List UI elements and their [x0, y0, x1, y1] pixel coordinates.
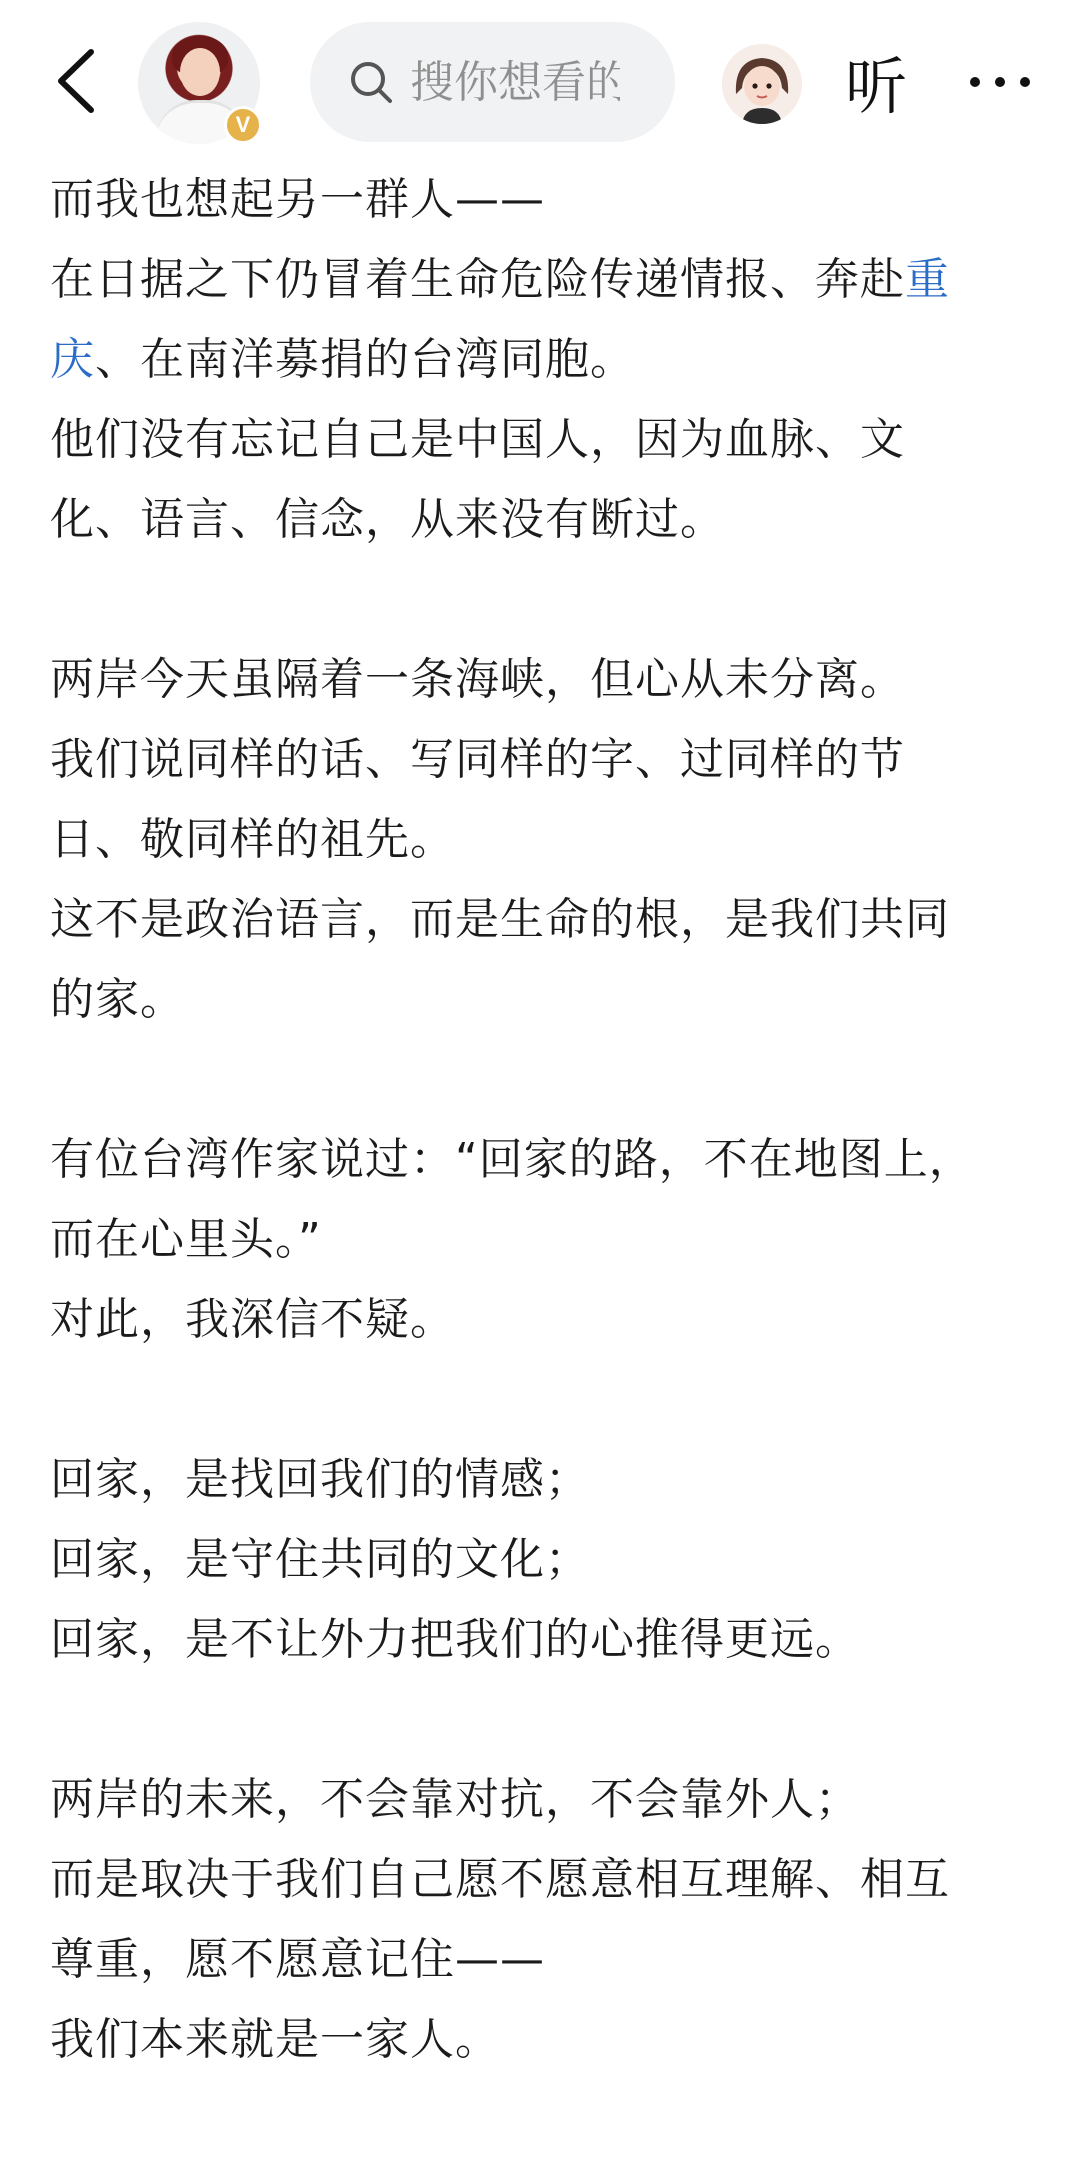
text-span: 在日据之下仍冒着生命危险传递情报、奔赴 [50, 254, 905, 305]
text-line: 两岸的未来，不会靠对抗，不会靠外人； [50, 1774, 860, 1825]
top-bar [0, 0, 1080, 160]
text-line: 而是取决于我们自己愿不愿意相互理解、相互 [50, 1854, 950, 1905]
more-button[interactable] [960, 44, 1040, 120]
paragraph-5 [50, 1760, 1030, 2080]
text-line [50, 240, 1030, 320]
text-line: 的家。 [50, 974, 185, 1025]
back-button[interactable] [40, 38, 110, 124]
text-line: 化、语言、信念，从来没有断过。 [50, 494, 725, 545]
verified-badge: V [224, 106, 262, 144]
text-span: 、在南洋募捐的台湾同胞。 [95, 334, 635, 385]
search-input[interactable] [410, 57, 620, 108]
text-line: 我们说同样的话、写同样的字、过同样的节 [50, 734, 905, 785]
text-line: 回家，是守住共同的文化； [50, 1534, 590, 1585]
text-line: 回家，是找回我们的情感； [50, 1454, 590, 1505]
author-avatar[interactable] [138, 22, 260, 144]
text-line [50, 320, 1030, 400]
paragraph-2 [50, 640, 1030, 1040]
text-line: 日、敬同样的祖先。 [50, 814, 455, 865]
user-avatar[interactable] [722, 44, 802, 124]
text-line: 有位台湾作家说过：“回家的路，不在地图上， [50, 1134, 974, 1185]
text-line: 而我也想起另一群人—— [50, 174, 545, 225]
paragraph-3 [50, 1120, 1030, 1360]
chongqing-link-cont[interactable]: 庆 [50, 334, 95, 385]
text-line: 他们没有忘记自己是中国人，因为血脉、文 [50, 414, 905, 465]
paragraph-4 [50, 1440, 1030, 1680]
text-line: 回家，是不让外力把我们的心推得更远。 [50, 1614, 860, 1665]
listen-button[interactable]: 听 [844, 49, 907, 123]
search-icon [348, 59, 394, 105]
back-arrow-icon [53, 46, 97, 116]
chongqing-link[interactable]: 重 [905, 254, 950, 305]
more-dots-icon [968, 75, 1032, 89]
paragraph-1 [50, 160, 1030, 560]
user-avatar-illustration [722, 44, 802, 124]
text-line: 两岸今天虽隔着一条海峡，但心从未分离。 [50, 654, 905, 705]
text-line: 这不是政治语言，而是生命的根，是我们共同 [50, 894, 950, 945]
text-line: 尊重，愿不愿意记住—— [50, 1934, 545, 1985]
text-line: 对此，我深信不疑。 [50, 1294, 455, 1345]
text-line: 而在心里头。” [50, 1214, 322, 1265]
search-bar[interactable] [310, 22, 675, 142]
text-line: 我们本来就是一家人。 [50, 2014, 500, 2065]
article-body [50, 160, 1030, 2160]
